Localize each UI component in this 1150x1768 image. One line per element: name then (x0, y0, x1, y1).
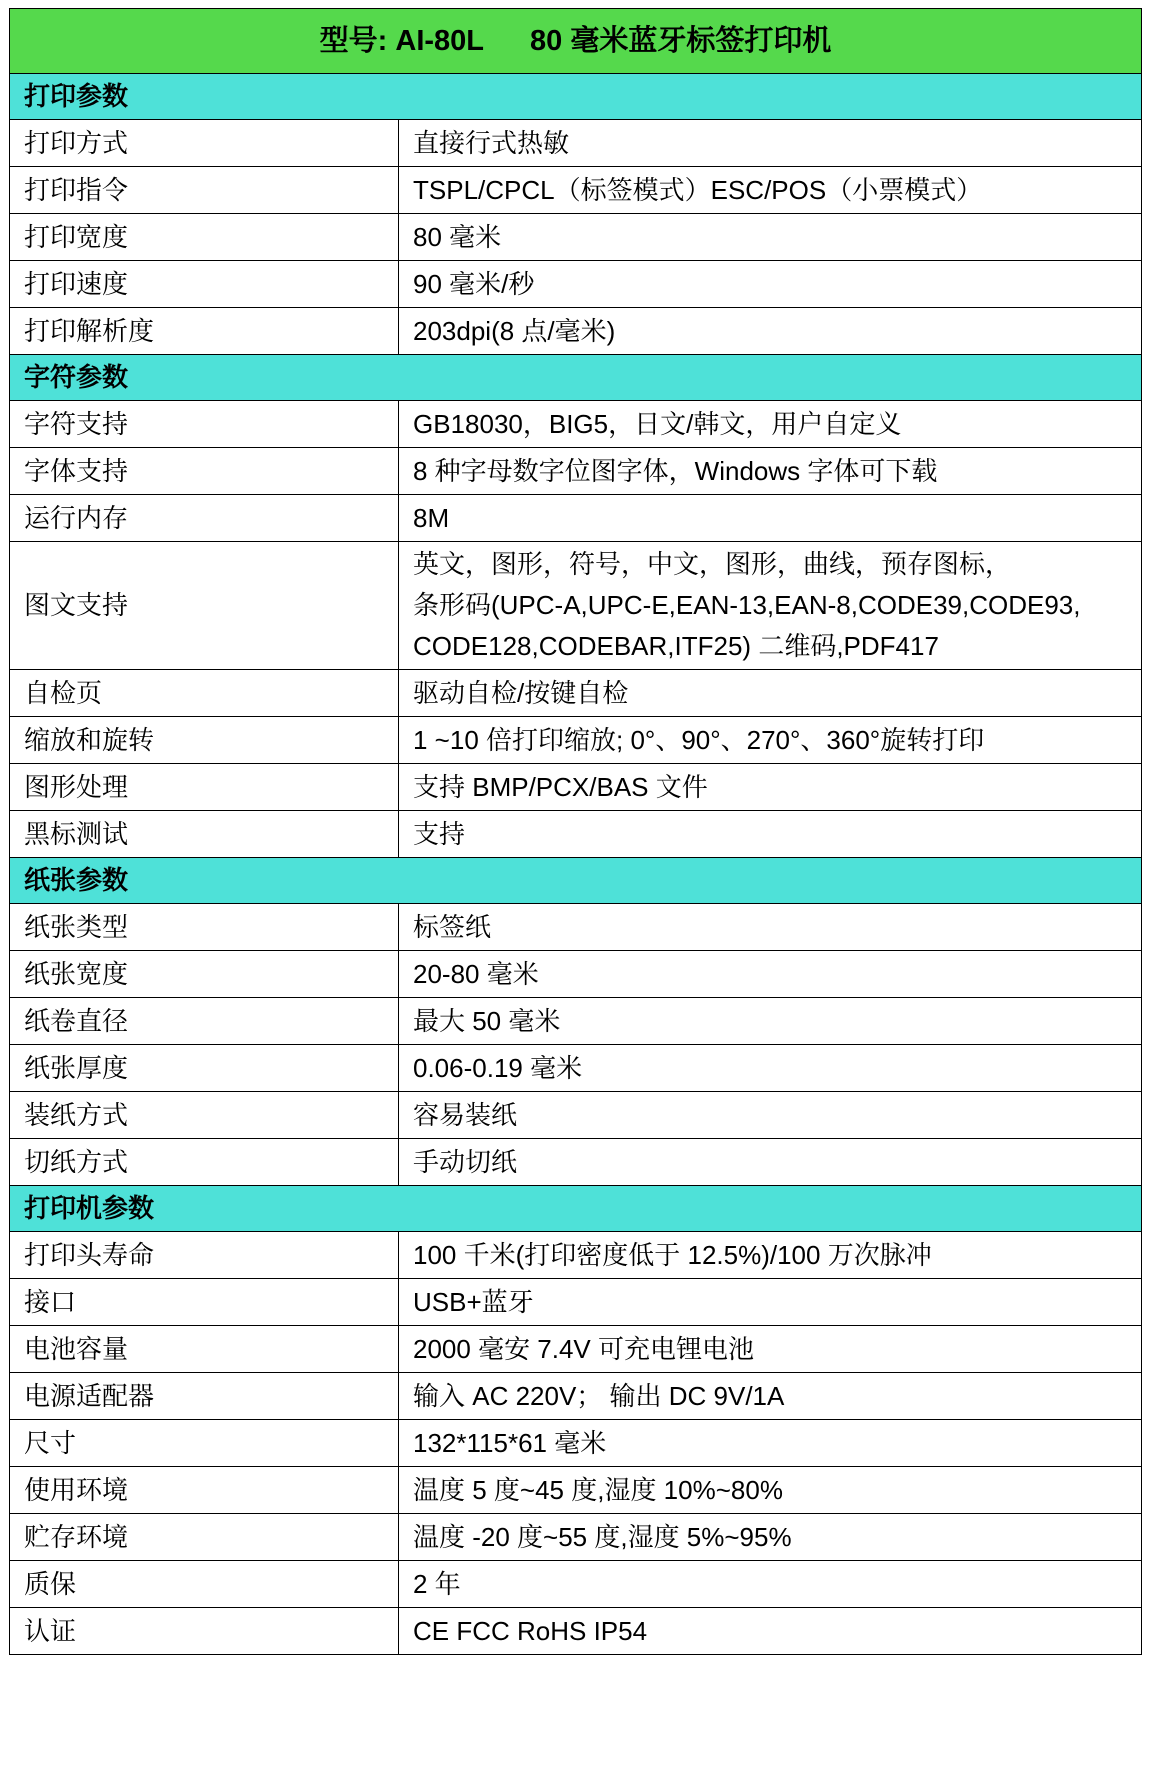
spec-label: 图文支持 (10, 542, 399, 670)
spec-value (399, 1514, 1142, 1561)
spec-label: 纸张厚度 (10, 1045, 399, 1092)
spec-value (399, 1373, 1142, 1420)
spec-value-line: 条形码(UPC-A,UPC-E,EAN-13,EAN-8,CODE39,CODE93, (413, 590, 1081, 620)
spec-value-line: 输入 AC 220V； 输出 DC 9V/1A (413, 1380, 785, 1411)
spec-value (399, 998, 1142, 1045)
spec-label: 纸卷直径 (10, 998, 399, 1045)
spec-value (399, 401, 1142, 448)
spec-value (399, 811, 1142, 858)
spec-label: 接口 (10, 1279, 399, 1326)
spec-value (399, 120, 1142, 167)
section-header-row (10, 355, 1142, 401)
spec-value-line: 直接行式热敏 (413, 127, 570, 158)
spec-label: 认证 (10, 1608, 399, 1655)
spec-label: 打印头寿命 (10, 1232, 399, 1279)
spec-value-line: 手动切纸 (413, 1146, 518, 1177)
section-header-row (10, 74, 1142, 120)
spec-value-line: 2 年 (413, 1568, 461, 1599)
spec-value-line: 20-80 毫米 (413, 958, 539, 989)
spec-row (10, 811, 1142, 858)
spec-value (399, 764, 1142, 811)
spec-value-line: 2000 毫安 7.4V 可充电锂电池 (413, 1333, 754, 1364)
spec-label: 图形处理 (10, 764, 399, 811)
section-title: 纸张参数 (10, 858, 1142, 904)
spec-table (9, 8, 1142, 1655)
spec-value-line: USB+蓝牙 (413, 1286, 534, 1317)
spec-value (399, 542, 1142, 670)
spec-value-line: 容易装纸 (413, 1099, 518, 1130)
spec-value-line: 90 毫米/秒 (413, 268, 535, 299)
spec-row (10, 1608, 1142, 1655)
spec-value (399, 670, 1142, 717)
spec-row (10, 1092, 1142, 1139)
section-title: 字符参数 (10, 355, 1142, 401)
spec-row (10, 717, 1142, 764)
spec-value-line: 0.06-0.19 毫米 (413, 1052, 583, 1083)
spec-label: 纸张宽度 (10, 951, 399, 998)
spec-row (10, 998, 1142, 1045)
spec-value-line: 英文，图形，符号，中文，图形，曲线，预存图标， (413, 549, 1012, 579)
spec-value (399, 717, 1142, 764)
spec-value-line: 1 ~10 倍打印缩放; 0°、90°、270°、360°旋转打印 (413, 724, 985, 755)
spec-row (10, 542, 1142, 670)
spec-table-body (10, 9, 1142, 1655)
spec-value (399, 1561, 1142, 1608)
spec-row (10, 1467, 1142, 1514)
spec-label: 电源适配器 (10, 1373, 399, 1420)
spec-value (399, 308, 1142, 355)
spec-label: 打印宽度 (10, 214, 399, 261)
spec-row (10, 214, 1142, 261)
spec-value-line: TSPL/CPCL（标签模式）ESC/POS（小票模式） (413, 174, 983, 205)
spec-row (10, 1232, 1142, 1279)
spec-row (10, 1326, 1142, 1373)
spec-value (399, 1326, 1142, 1373)
spec-value-line: GB18030，BIG5，日文/韩文，用户自定义 (413, 408, 902, 439)
spec-label: 尺寸 (10, 1420, 399, 1467)
spec-value-line: 温度 -20 度~55 度,湿度 5%~95% (413, 1521, 792, 1552)
spec-value (399, 1092, 1142, 1139)
spec-label: 缩放和旋转 (10, 717, 399, 764)
spec-value-line: CODE128,CODEBAR,ITF25) 二维码,PDF417 (413, 631, 939, 661)
spec-row (10, 670, 1142, 717)
spec-row (10, 1514, 1142, 1561)
spec-label: 切纸方式 (10, 1139, 399, 1186)
spec-value (399, 261, 1142, 308)
spec-value-line: 支持 (413, 818, 466, 849)
spec-value (399, 1045, 1142, 1092)
spec-row (10, 495, 1142, 542)
title-cell (10, 9, 1142, 74)
spec-row (10, 1561, 1142, 1608)
spec-value-line: 203dpi(8 点/毫米) (413, 315, 616, 346)
spec-value-line: 8M (413, 502, 450, 533)
spec-row (10, 951, 1142, 998)
spec-row (10, 308, 1142, 355)
spec-label: 纸张类型 (10, 904, 399, 951)
spec-label: 打印解析度 (10, 308, 399, 355)
product-name: 80 毫米蓝牙标签打印机 (530, 24, 832, 57)
spec-row (10, 1420, 1142, 1467)
spec-value (399, 448, 1142, 495)
spec-value (399, 1420, 1142, 1467)
spec-label: 电池容量 (10, 1326, 399, 1373)
spec-label: 自检页 (10, 670, 399, 717)
spec-row (10, 1139, 1142, 1186)
spec-row (10, 167, 1142, 214)
spec-label: 运行内存 (10, 495, 399, 542)
section-header-row (10, 1186, 1142, 1232)
spec-row (10, 261, 1142, 308)
spec-label: 打印方式 (10, 120, 399, 167)
spec-value-line: 8 种字母数字位图字体，Windows 字体可下载 (413, 455, 938, 486)
spec-label: 字体支持 (10, 448, 399, 495)
spec-value (399, 1232, 1142, 1279)
spec-row (10, 448, 1142, 495)
spec-value (399, 1139, 1142, 1186)
spec-label: 黑标测试 (10, 811, 399, 858)
spec-value (399, 214, 1142, 261)
spec-row (10, 120, 1142, 167)
spec-value (399, 1279, 1142, 1326)
spec-label: 质保 (10, 1561, 399, 1608)
section-header-row (10, 858, 1142, 904)
spec-row (10, 1045, 1142, 1092)
title-row (10, 9, 1142, 74)
spec-value-line: 132*115*61 毫米 (413, 1427, 607, 1458)
section-title: 打印机参数 (10, 1186, 1142, 1232)
spec-value-line: 80 毫米 (413, 221, 502, 252)
spec-value (399, 904, 1142, 951)
spec-value-line: 最大 50 毫米 (413, 1005, 561, 1036)
spec-label: 字符支持 (10, 401, 399, 448)
spec-value (399, 1467, 1142, 1514)
spec-label: 贮存环境 (10, 1514, 399, 1561)
spec-value-line: 温度 5 度~45 度,湿度 10%~80% (413, 1474, 783, 1505)
spec-value-line: CE FCC RoHS IP54 (413, 1615, 648, 1646)
spec-value (399, 951, 1142, 998)
spec-row (10, 1373, 1142, 1420)
spec-label: 打印速度 (10, 261, 399, 308)
spec-value-line: 支持 BMP/PCX/BAS 文件 (413, 771, 708, 802)
spec-label: 装纸方式 (10, 1092, 399, 1139)
spec-label: 使用环境 (10, 1467, 399, 1514)
spec-value (399, 1608, 1142, 1655)
section-title: 打印参数 (10, 74, 1142, 120)
spec-row (10, 1279, 1142, 1326)
spec-value (399, 167, 1142, 214)
spec-row (10, 764, 1142, 811)
spec-value (399, 495, 1142, 542)
model-label: 型号: (319, 24, 388, 57)
spec-label: 打印指令 (10, 167, 399, 214)
spec-value-line: 100 千米(打印密度低于 12.5%)/100 万次脉冲 (413, 1239, 932, 1270)
spec-value-line: 驱动自检/按键自检 (413, 677, 629, 708)
model-code: AI-80L (395, 24, 485, 57)
spec-row (10, 904, 1142, 951)
spec-row (10, 401, 1142, 448)
spec-value-line: 标签纸 (413, 911, 492, 942)
